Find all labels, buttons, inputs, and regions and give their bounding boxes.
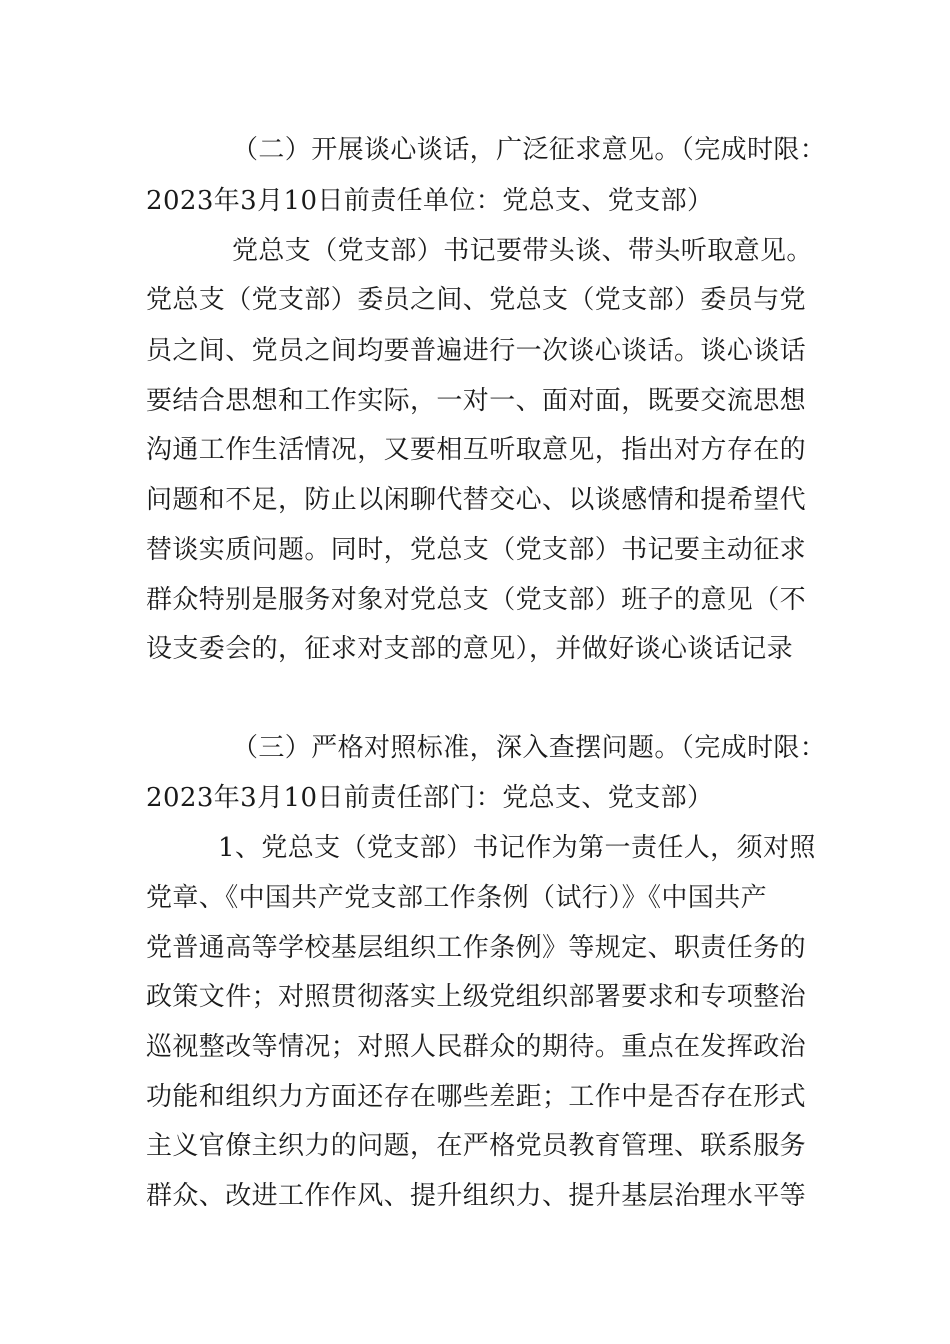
section3-body-line-2: 党章、《中国共产党支部工作条例（试行）》《中国共产 xyxy=(146,883,768,913)
section3-body-line-1: 1、党总支（党支部）书记作为第一责任人，须对照 xyxy=(218,833,816,863)
section3-body-line-8: 群众、改进工作作风、提升组织力、提升基层治理水平等 xyxy=(146,1181,807,1211)
section2-heading-line-2: 2023年3月10日前责任单位：党总支、党支部） xyxy=(146,186,714,216)
section2-body-line-5: 沟通工作生活情况，又要相互听取意见，指出对方存在的 xyxy=(146,435,807,465)
section2-body-line-3: 员之间、党员之间均要普遍进行一次谈心谈话。谈心谈话 xyxy=(146,336,807,366)
section2-body-line-4: 要结合思想和工作实际，一对一、面对面，既要交流思想 xyxy=(146,386,807,416)
section2-heading-line-1: （二）开展谈心谈话，广泛征求意见。（完成时限： xyxy=(232,135,827,165)
section3-body-line-6: 功能和组织力方面还存在哪些差距；工作中是否存在形式 xyxy=(146,1082,807,1112)
section2-body-line-8: 群众特别是服务对象对党总支（党支部）班子的意见（不 xyxy=(146,585,807,615)
section3-body-line-5: 巡视整改等情况；对照人民群众的期待。重点在发挥政治 xyxy=(146,1032,807,1062)
section2-body-line-1: 党总支（党支部）书记要带头谈、带头听取意见。 xyxy=(232,236,813,266)
section3-heading-line-1: （三）严格对照标准，深入查摆问题。（完成时限： xyxy=(232,733,827,763)
section3-body-line-4: 政策文件；对照贯彻落实上级党组织部署要求和专项整治 xyxy=(146,982,807,1012)
section3-body-line-3: 党普通高等学校基层组织工作条例》等规定、职责任务的 xyxy=(146,933,807,963)
section2-body-line-9: 设支委会的，征求对支部的意见），并做好谈心谈话记录 xyxy=(146,634,794,664)
section3-heading-line-2: 2023年3月10日前责任部门：党总支、党支部） xyxy=(146,783,714,813)
section3-body-line-7: 主义官僚主织力的问题，在严格党员教育管理、联系服务 xyxy=(146,1131,807,1161)
section2-body-line-6: 问题和不足，防止以闲聊代替交心、以谈感情和提希望代 xyxy=(146,485,807,515)
section2-body-line-7: 替谈实质问题。同时，党总支（党支部）书记要主动征求 xyxy=(146,535,807,565)
section2-body-line-2: 党总支（党支部）委员之间、党总支（党支部）委员与党 xyxy=(146,285,807,315)
